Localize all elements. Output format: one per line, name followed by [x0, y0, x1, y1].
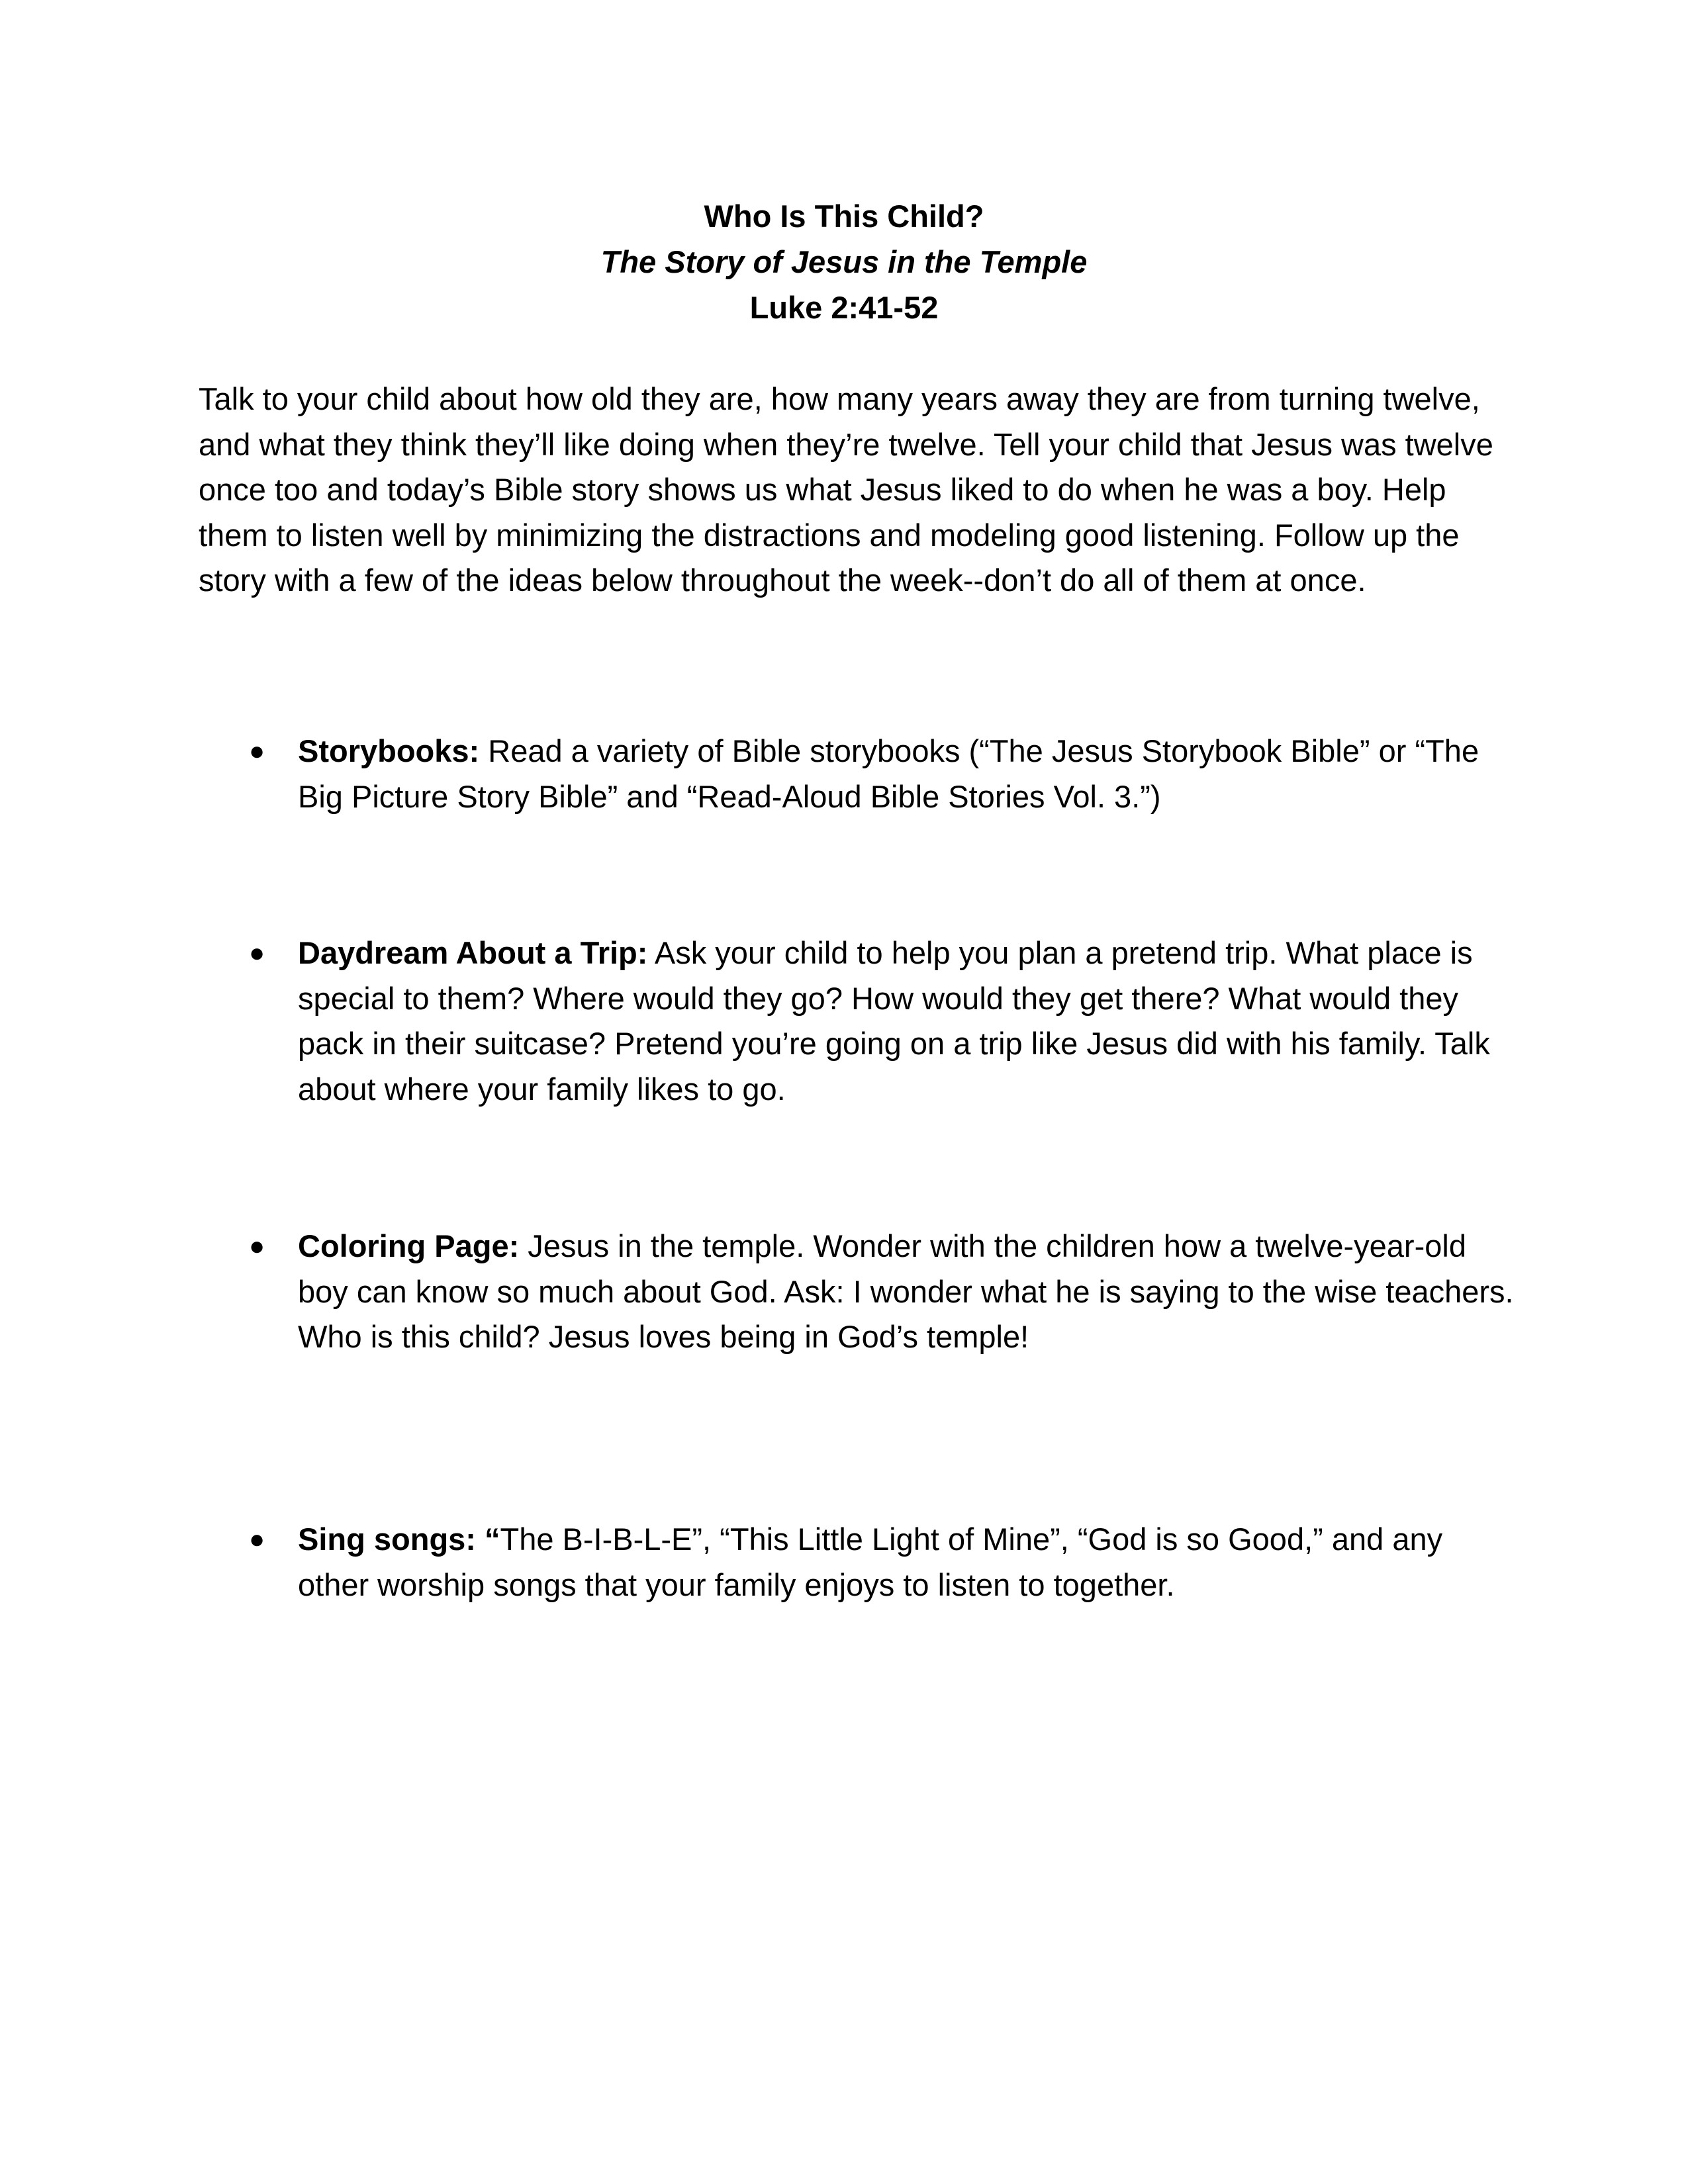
bullet-icon: ● [249, 737, 265, 766]
list-item-body [298, 729, 1519, 819]
document-subtitle: The Story of Jesus in the Temple [600, 244, 1088, 279]
list-item-text: Read a variety of Bible storybooks (“The Jesus Storybook Bible” or “The Big Picture Story Bible” and “Read-Aloud Bible Stories Vol. 3.”) [298, 733, 1479, 814]
bullet-icon: ● [249, 938, 265, 968]
list-item-body [298, 1224, 1519, 1360]
bullet-icon: ● [249, 1232, 265, 1261]
list-item-storybooks [199, 729, 1523, 819]
list-item-text: Ask your child to help you plan a pretend trip. What place is special to them? Where would they go? How would they get there? What would they pack in their suitcase? Pretend you’re going on a trip like Jesus did with his family. Talk about where your family likes to go. [298, 935, 1490, 1107]
list-item-label: Sing songs: “ [298, 1522, 500, 1557]
list-item-text: Jesus in the temple. Wonder with the children how a twelve-year-old boy can know so much about God. Ask: I wonder what he is saying to the wise teachers. Who is this child? Jesus loves being in God’s temple! [298, 1228, 1514, 1354]
list-item-label: Storybooks: [298, 733, 480, 768]
bullet-icon: ● [249, 1525, 265, 1554]
list-item-label: Coloring Page: [298, 1228, 520, 1263]
intro-paragraph: Talk to your child about how old they are, how many years away they are from turning twelve, and what they think they’ll like doing when they’re twelve. Tell your child that Jesus was twelve once too and today’s Bible story shows us what Jesus liked to do when he was a boy. Help them to listen well by minimizing the distractions and modeling good listening. Follow up the story with a few of the ideas below throughout the week--don’t do all of them at once. [199, 381, 1493, 598]
list-item-daydream-trip [199, 931, 1523, 1112]
list-item-sing-songs [199, 1517, 1523, 1608]
document-title: Who Is This Child? [704, 199, 984, 234]
list-item-body [298, 1517, 1519, 1608]
list-item-coloring-page [199, 1224, 1523, 1360]
list-item-body [298, 931, 1519, 1112]
scripture-reference: Luke 2:41-52 [749, 290, 939, 325]
list-item-label: Daydream About a Trip: [298, 935, 648, 970]
document-header [0, 193, 1688, 330]
list-item-text: The B-I-B-L-E”, “This Little Light of Mine”, “God is so Good,” and any other worship songs that your family enjoys to listen to together. [298, 1522, 1443, 1602]
